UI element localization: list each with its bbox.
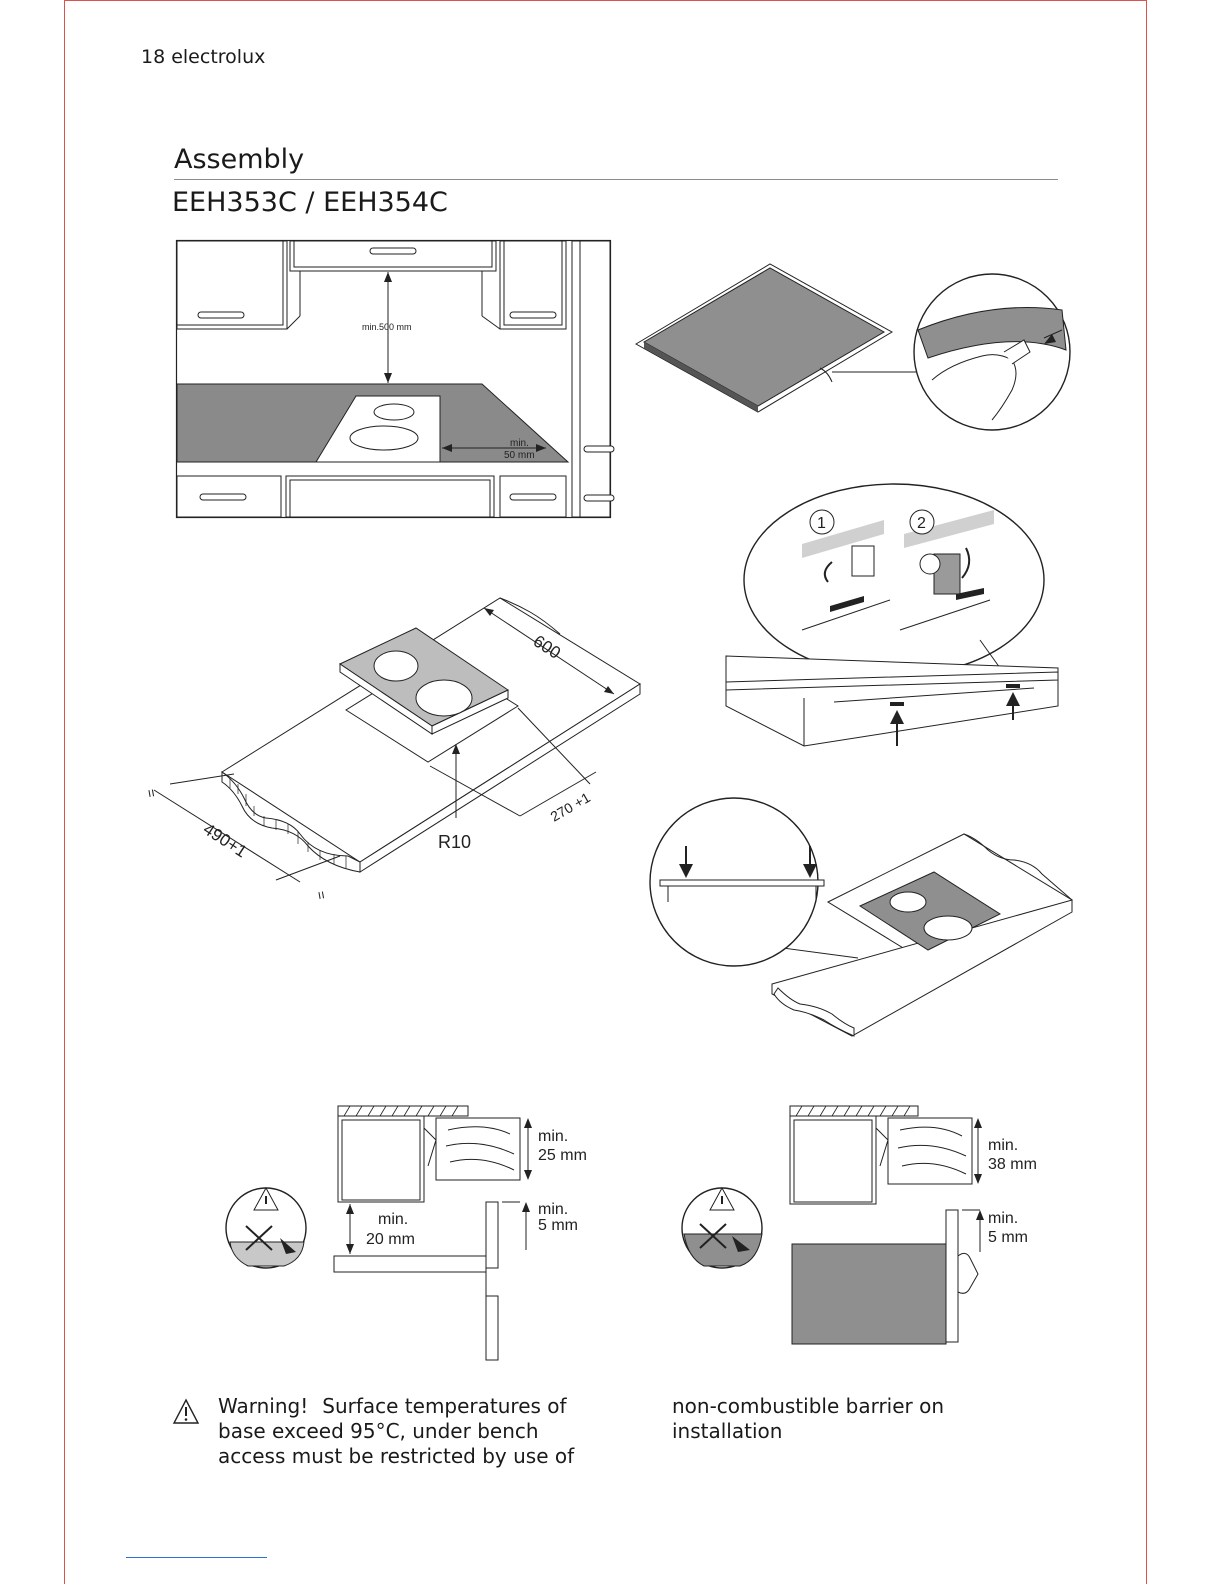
dim-600: 600 (529, 631, 564, 663)
press-in-figure (648, 788, 1074, 1038)
running-head: 18 electrolux (141, 46, 266, 68)
warning-icon (172, 1398, 200, 1426)
clearance-top-label-2: 25 mm (538, 1147, 587, 1164)
equal-mark-2: = (313, 889, 331, 901)
clearance-side-label-2: 5 mm (988, 1229, 1028, 1246)
label-min-500: min.500 mm (362, 322, 412, 332)
cutout-dimensions-figure (140, 594, 640, 914)
radius-r10: R10 (438, 832, 472, 852)
clearance-figure-left (224, 1100, 604, 1370)
clearance-gap-label-1: min. (378, 1211, 409, 1228)
clearance-top-label-1: min. (538, 1128, 569, 1145)
seal-tape-figure (632, 260, 1072, 430)
warning-lead: Warning! (218, 1394, 309, 1418)
page-edge-right (1146, 0, 1147, 1584)
kitchen-clearance-figure (176, 240, 612, 520)
clearance-side-label-1: min. (988, 1210, 1019, 1227)
model-title: EEH353C / EEH354C (172, 187, 448, 218)
label-min: min. (510, 438, 529, 449)
dim-490: 490+1 (199, 819, 251, 862)
footer-rule (126, 1557, 267, 1558)
clearance-side-label-2: 5 mm (538, 1217, 578, 1234)
page-edge-left (64, 0, 65, 1584)
step-2: 2 (917, 515, 926, 532)
equal-mark-1: = (143, 787, 161, 799)
label-50mm: 50 mm (504, 450, 535, 461)
clearance-gap-label-2: 20 mm (366, 1231, 415, 1248)
clearance-figure-right (680, 1100, 1060, 1350)
page-edge-top (64, 0, 1147, 1)
clearance-top-label-2: 38 mm (988, 1156, 1037, 1173)
warning-text (218, 1394, 578, 1469)
warning-body: Surface temperatures of base exceed 95°C, under bench access must be restricted by use of (218, 1394, 575, 1468)
clearance-top-label-1: min. (988, 1137, 1019, 1154)
clearance-side-label-1: min. (538, 1201, 569, 1218)
title-rule (174, 179, 1058, 180)
clip-fitting-figure (724, 484, 1064, 748)
dim-270: 270 +1 (547, 789, 593, 825)
section-title: Assembly (174, 144, 305, 175)
step-1: 1 (817, 515, 826, 532)
warning-continuation: non-combustible barrier on installation (672, 1394, 945, 1443)
